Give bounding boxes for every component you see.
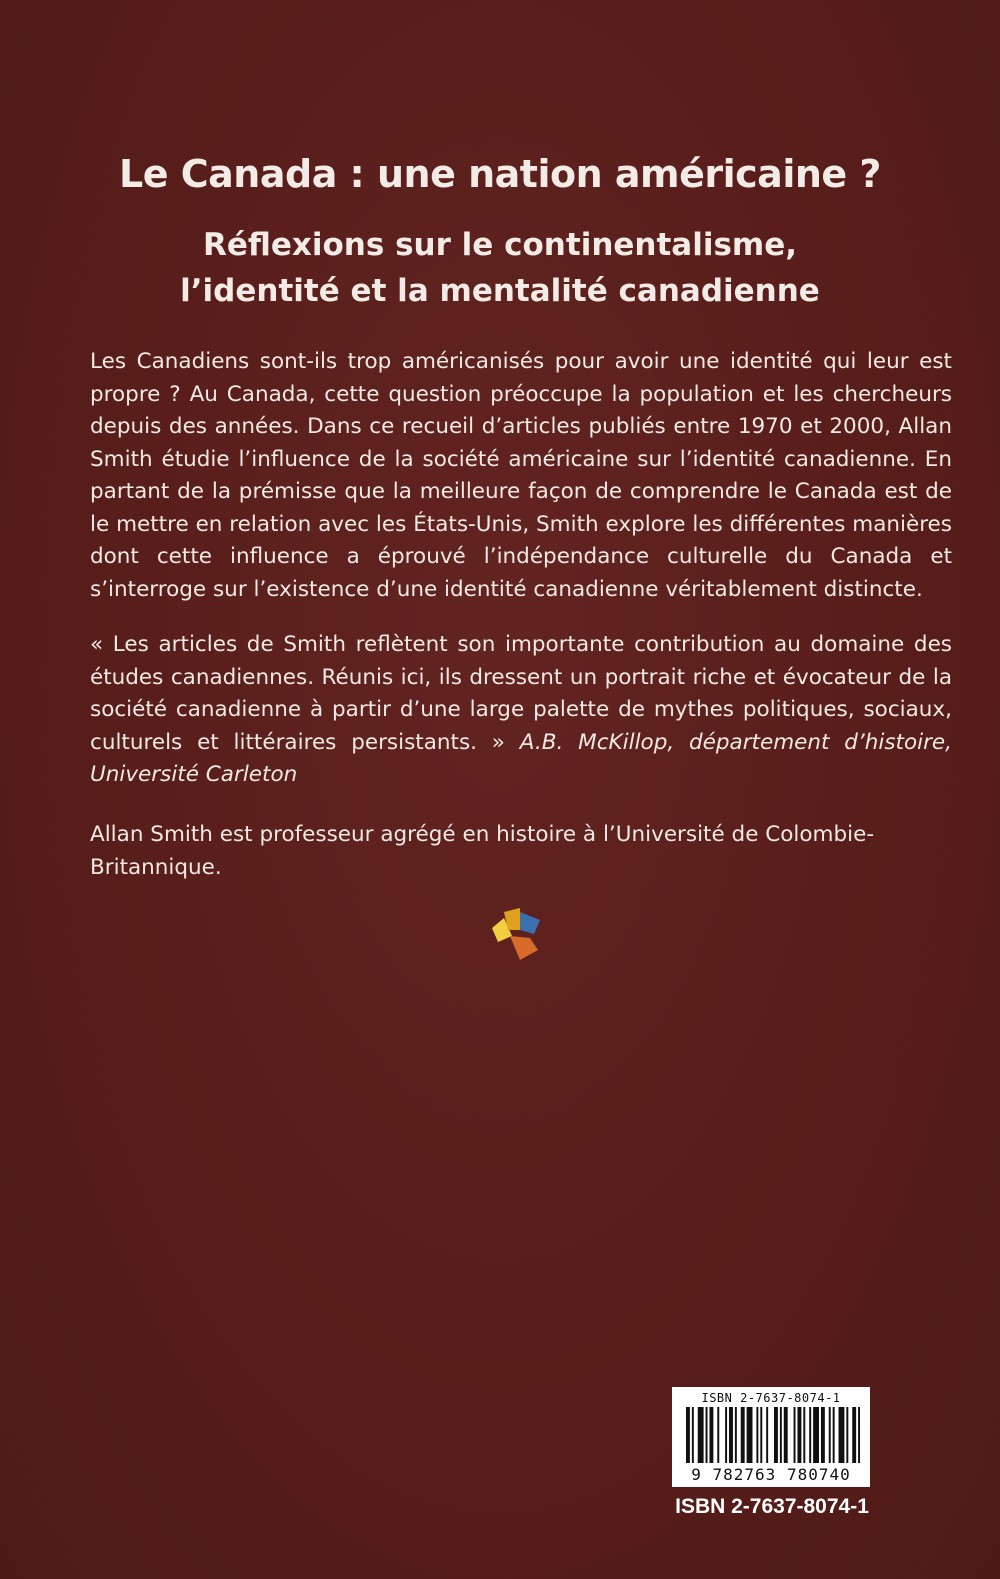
barcode-isbn-label: ISBN 2-7637-8074-1 (701, 1391, 841, 1405)
barcode-bar (784, 1407, 788, 1463)
barcode-bar (813, 1407, 819, 1463)
barcode-bar (706, 1407, 708, 1463)
barcode-bar (821, 1407, 825, 1463)
isbn-text: ISBN 2-7637-8074-1 (675, 1495, 869, 1518)
barcode-bar (686, 1407, 690, 1463)
barcode-bar (756, 1407, 758, 1463)
barcode-bar (833, 1407, 835, 1463)
barcode-bar (725, 1407, 727, 1463)
subtitle-line-2: l’identité et la mentalité canadienne (180, 273, 820, 309)
barcode-bars (686, 1407, 862, 1463)
barcode-bar (852, 1407, 856, 1463)
barcode-bar (809, 1407, 811, 1463)
barcode-bar (858, 1407, 860, 1463)
barcode-bar (766, 1407, 768, 1463)
book-title: Le Canada : une nation américaine ? (119, 152, 881, 196)
barcode-bar (717, 1407, 719, 1463)
barcode-bar (760, 1407, 762, 1463)
barcode-bar (729, 1407, 733, 1463)
barcode-bar (692, 1407, 694, 1463)
barcode-bar (829, 1407, 831, 1463)
barcode-bar (735, 1407, 737, 1463)
barcode (672, 1387, 870, 1487)
barcode-bar (709, 1407, 713, 1463)
barcode-bar (846, 1407, 848, 1463)
barcode-bar (839, 1407, 845, 1463)
author-bio: Allan Smith est professeur agrégé en histoire à l’Université de Colombie-Britannique. (90, 822, 875, 880)
barcode-bar (780, 1407, 782, 1463)
barcode-bar (741, 1407, 745, 1463)
barcode-bar (774, 1407, 778, 1463)
barcode-bar (794, 1407, 796, 1463)
subtitle-line-1: Réflexions sur le continentalisme, (202, 227, 798, 263)
barcode-ean-number: 9 782763 780740 (691, 1465, 851, 1484)
barcode-bar (797, 1407, 801, 1463)
barcode-bar (803, 1407, 805, 1463)
description-paragraph: Les Canadiens sont-ils trop américanisés pour avoir une identité qui leur est propre ? Au Canada, cette question préoccupe la population et les chercheurs depuis des années. Dans ce recueil d’articles publiés entre 1970 et 2000, Allan Smith étudie l’influence de la société américaine sur l’identité canadienne. En partant de la prémisse que la meilleure façon de comprendre le Canada est de le mettre en relation avec les États-Unis, Smith explore les différentes manières dont cette influence a éprouvé l’indépendance culturelle du Canada et s’interroge sur l’existence d’une identité canadienne véritablement distincte. (90, 349, 952, 602)
review-quote (90, 629, 952, 792)
barcode-bar (747, 1407, 753, 1463)
barcode-bar (698, 1407, 704, 1463)
publisher-logo-icon (490, 906, 548, 964)
quote-text: « Les articles de Smith reflètent son importante contribution au domaine des études canadiennes. Réunis ici, ils dressent un portrait riche et évocateur de la société canadienne à partir d’une large palette de mythes politiques, sociaux, culturels et littéraires persistants. » (90, 632, 952, 755)
book-subtitle (0, 222, 1000, 314)
quote-attribution: A.B. McKillop, département d’histoire, Université Carleton (90, 729, 952, 787)
